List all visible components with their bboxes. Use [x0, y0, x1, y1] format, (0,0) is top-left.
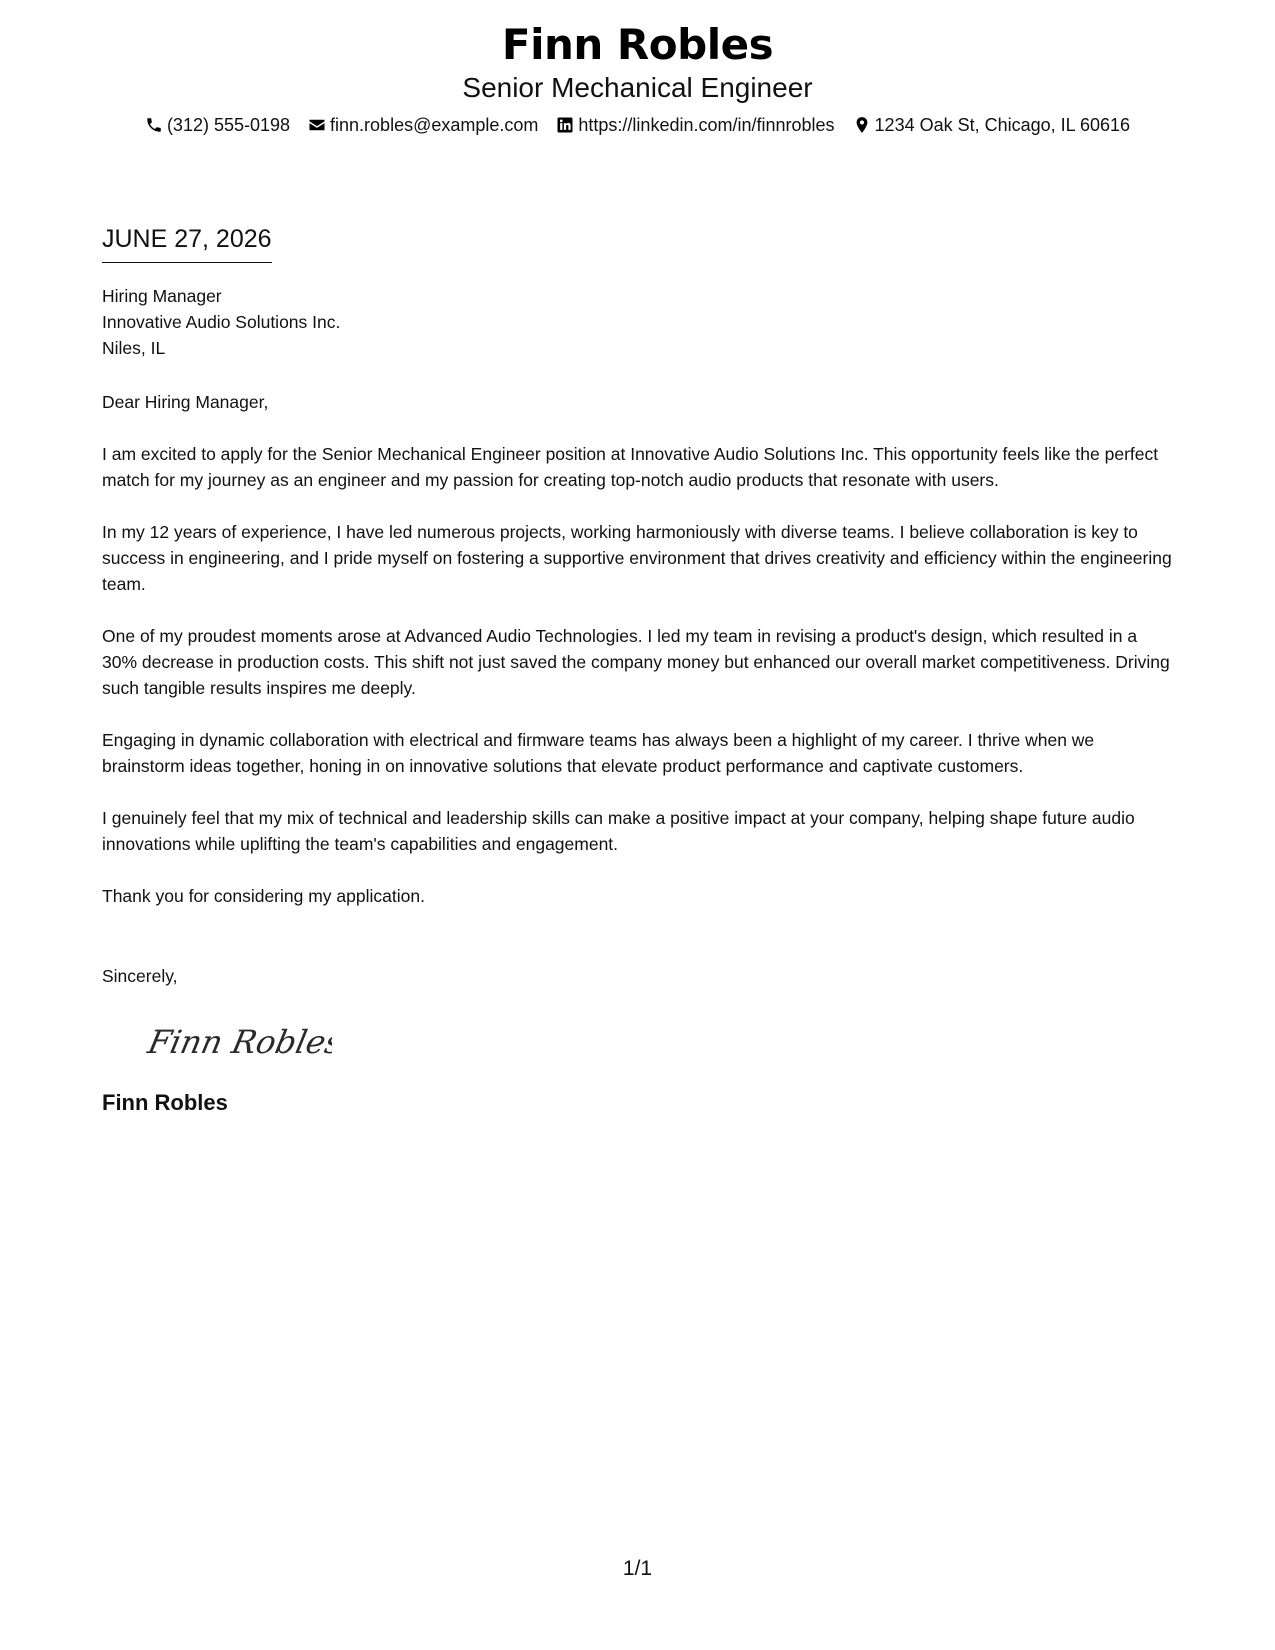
letter-body [102, 222, 1172, 1117]
linkedin-link[interactable]: https://linkedin.com/in/finnrobles [578, 115, 835, 135]
svg-text:Finn Robles: Finn Robles [144, 1023, 332, 1061]
recipient-location: Niles, IL [102, 338, 166, 358]
contact-phone [145, 114, 290, 136]
body-paragraph: Engaging in dynamic collaboration with electrical and firmware teams has always been a highlight of my career. I thrive when we brainstorm ideas together, honing in on innovative solutions that elevate product performance and captivate customers. [102, 730, 1095, 776]
handwritten-signature [142, 1017, 332, 1067]
contact-address [853, 114, 1131, 136]
applicant-title: Senior Mechanical Engineer [462, 72, 813, 103]
contact-linkedin[interactable] [556, 114, 834, 136]
thank-you-line: Thank you for considering my application. [102, 886, 425, 906]
signer-name: Finn Robles [102, 1090, 228, 1115]
envelope-icon [308, 116, 326, 134]
body-paragraph: In my 12 years of experience, I have led numerous projects, working harmoniously with diverse teams. I believe collaboration is key to success in engineering, and I pride myself on fostering a supportive environment that drives creativity and efficiency within the engineering team. [102, 522, 1172, 594]
body-paragraph: I genuinely feel that my mix of technical and leadership skills can make a positive impact at your company, helping shape future audio innovations while uplifting the team's capabilities and engagement. [102, 808, 1135, 854]
page-number: 1/1 [622, 1557, 653, 1580]
body-paragraph: One of my proudest moments arose at Advanced Audio Technologies. I led my team in revising a product's design, which resulted in a 30% decrease in production costs. This shift not just saved the company money but enhanced our overall market competitiveness. Driving such tangible results inspires me deeply. [102, 626, 1170, 698]
linkedin-icon [556, 116, 574, 134]
letter-header [0, 20, 1275, 136]
recipient-company: Innovative Audio Solutions Inc. [102, 312, 341, 332]
letter-date: JUNE 27, 2026 [102, 222, 272, 263]
recipient-line: Hiring Manager [102, 286, 222, 306]
address-text: 1234 Oak St, Chicago, IL 60616 [874, 115, 1131, 135]
phone-icon [145, 116, 163, 134]
salutation: Dear Hiring Manager, [102, 392, 269, 412]
applicant-name: Finn Robles [501, 20, 774, 69]
contact-email[interactable] [308, 114, 538, 136]
map-pin-icon [853, 116, 871, 134]
closing: Sincerely, [102, 966, 178, 986]
contact-info [0, 114, 1275, 136]
phone-text: (312) 555-0198 [166, 115, 291, 135]
recipient-block [102, 283, 1172, 361]
body-paragraph: I am excited to apply for the Senior Mechanical Engineer position at Innovative Audio Solutions Inc. This opportunity feels like the perfect match for my journey as an engineer and my passion for creating top-notch audio products that resonate with users. [102, 444, 1159, 490]
email-link[interactable]: finn.robles@example.com [330, 115, 539, 135]
